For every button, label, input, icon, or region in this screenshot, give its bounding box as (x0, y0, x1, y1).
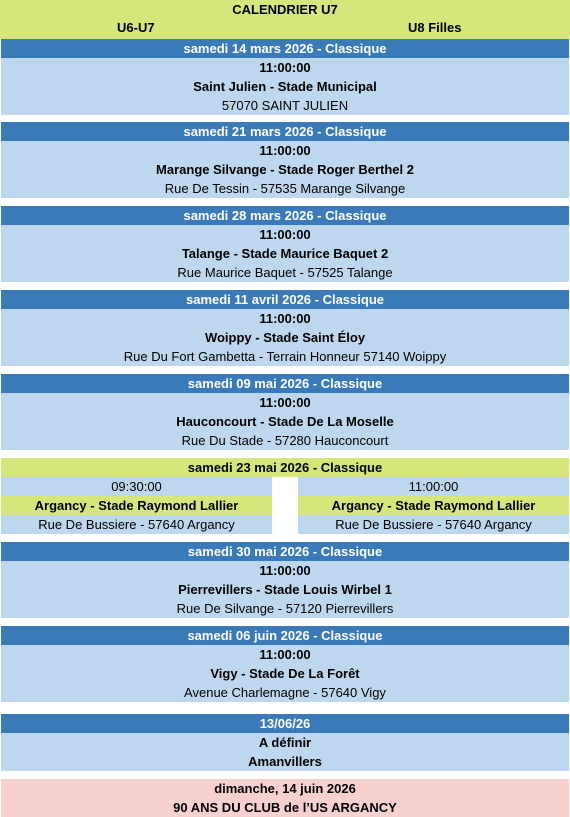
match-details (1, 561, 569, 618)
category-left-label: U6-U7 (117, 20, 155, 35)
match-venue: Marange Silvange - Stade Roger Berthel 2 (156, 162, 414, 177)
match-venue: Argancy - Stade Raymond Lallier (1, 496, 272, 515)
event-date: dimanche, 14 juin 2026 (214, 781, 356, 796)
match-time: 11:00:00 (259, 311, 311, 326)
match-venue: Woippy - Stade Saint Éloy (204, 330, 366, 345)
match-date-bar: samedi 09 mai 2026 - Classique (1, 374, 569, 393)
match-details (1, 733, 569, 771)
match-block (1, 542, 569, 618)
match-time: 09:30:00 (1, 477, 272, 496)
match-venue: Pierrevillers - Stade Louis Wirbel 1 (178, 582, 392, 597)
match-date-bar: samedi 28 mars 2026 - Classique (1, 206, 569, 225)
match-block (1, 714, 569, 771)
match-address: Rue De Tessin - 57535 Marange Silvange (164, 181, 406, 196)
match-time: 11:00:00 (259, 563, 311, 578)
split-match-details (1, 477, 569, 534)
match-details (1, 141, 569, 198)
u8-filles-match (298, 477, 569, 534)
match-time: 11:00:00 (259, 647, 311, 662)
match-venue: Vigy - Stade De La Forêt (210, 666, 360, 681)
match-details (1, 225, 569, 282)
match-date-bar: samedi 21 mars 2026 - Classique (1, 122, 569, 141)
match-venue: Talange - Stade Maurice Baquet 2 (181, 246, 389, 261)
match-block (1, 206, 569, 282)
event-title: 90 ANS DU CLUB de l’US ARGANCY (173, 800, 397, 815)
match-address: 57070 SAINT JULIEN (221, 98, 349, 113)
match-address: Rue Maurice Baquet - 57525 Talange (177, 265, 393, 280)
match-date-bar: samedi 11 avril 2026 - Classique (1, 290, 569, 309)
match-time: 11:00:00 (259, 143, 311, 158)
match-venue: Hauconcourt - Stade De La Moselle (176, 414, 394, 429)
match-address: Avenue Charlemagne - 57640 Vigy (184, 685, 386, 700)
match-time: 11:00:00 (259, 227, 311, 242)
calendar-header (0, 0, 570, 39)
match-time: 11:00:00 (259, 395, 311, 410)
match-venue: Saint Julien - Stade Municipal (193, 79, 377, 94)
category-right-label: U8 Filles (408, 20, 462, 35)
club-event (1, 779, 569, 817)
match-date-bar: samedi 30 mai 2026 - Classique (1, 542, 569, 561)
split-match-block (1, 458, 569, 534)
match-venue: Argancy - Stade Raymond Lallier (298, 496, 569, 515)
match-address: Rue De Bussiere - 57640 Argancy (1, 515, 272, 534)
match-block (1, 290, 569, 366)
match-date-bar: samedi 06 juin 2026 - Classique (1, 626, 569, 645)
match-date-bar: samedi 14 mars 2026 - Classique (1, 39, 569, 58)
match-time: 11:00:00 (298, 477, 569, 496)
match-details (1, 58, 569, 115)
u6-u7-match (1, 477, 272, 534)
match-address: Rue De Silvange - 57120 Pierrevillers (176, 601, 394, 616)
match-address: Rue Du Stade - 57280 Hauconcourt (181, 433, 389, 448)
match-date-bar: samedi 23 mai 2026 - Classique (1, 458, 569, 477)
match-block (1, 374, 569, 450)
match-block (1, 39, 569, 115)
match-block (1, 122, 569, 198)
match-place: Amanvillers (248, 754, 322, 769)
match-status: A définir (258, 735, 312, 750)
match-address: Rue De Bussiere - 57640 Argancy (298, 515, 569, 534)
match-block (1, 626, 569, 702)
match-details (1, 393, 569, 450)
match-details (1, 645, 569, 702)
match-details (1, 309, 569, 366)
match-date-bar: 13/06/26 (1, 714, 569, 733)
match-time: 11:00:00 (259, 60, 311, 75)
calendar-title: CALENDRIER U7 (232, 2, 338, 17)
match-address: Rue Du Fort Gambetta - Terrain Honneur 57140 Woippy (123, 349, 447, 364)
